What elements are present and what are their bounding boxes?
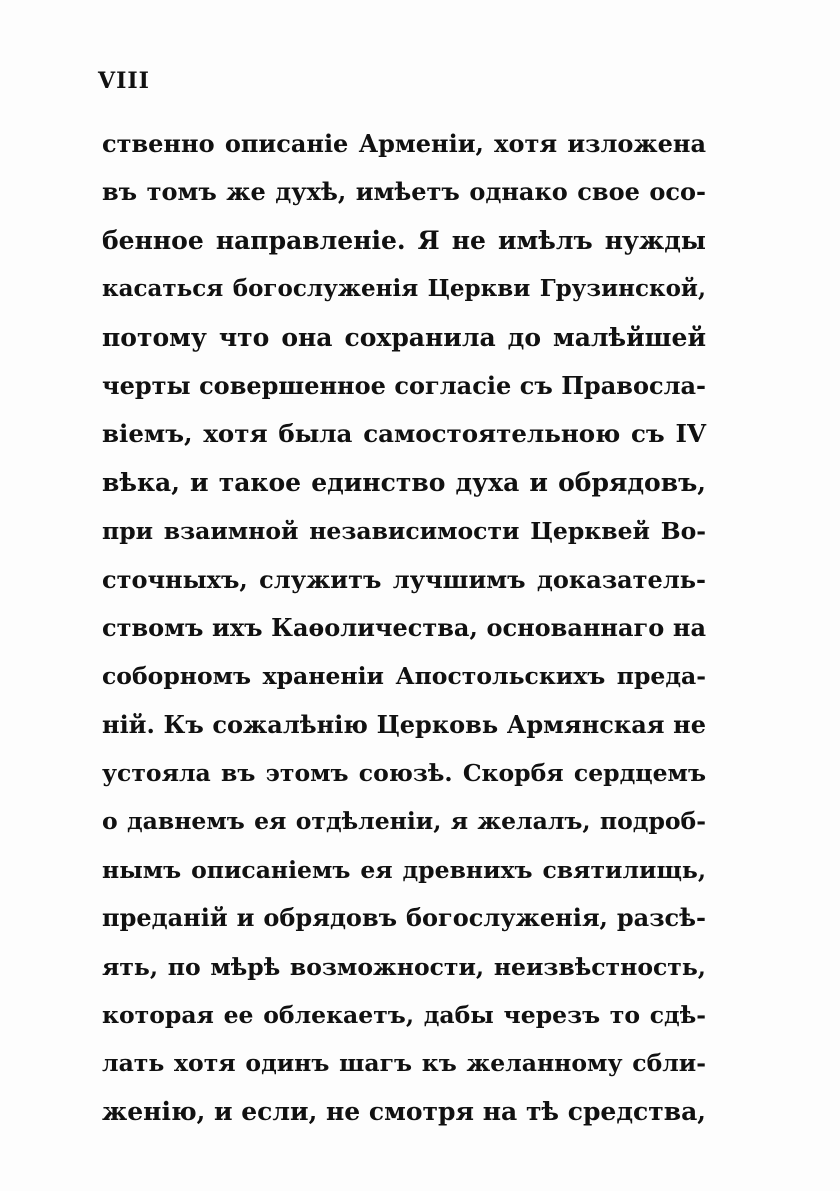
text-line: ствомъ ихъ Каѳоличества, основаннаго на: [102, 612, 706, 642]
text-line: вѣка, и такое единство духа и обрядовъ,: [102, 467, 706, 497]
text-line: касаться богослуженія Церкви Грузинской,: [102, 275, 706, 303]
text-line: сточныхъ, служитъ лучшимъ доказатель-: [102, 564, 706, 594]
text-line: которая ее облекаетъ, дабы черезъ то сдѣ-: [102, 1001, 706, 1030]
text-line: ять, по мѣрѣ возможности, неизвѣстность,: [102, 952, 706, 981]
text-line: преданій и обрядовъ богослуженія, разсѣ-: [102, 903, 706, 933]
text-line: въ томъ же духѣ, имѣетъ однако свое осо-: [102, 177, 706, 207]
text-line: лать хотя одинъ шагъ къ желанному сбли-: [102, 1049, 706, 1078]
text-line: о давнемъ ея отдѣленіи, я желалъ, подроб-: [102, 807, 706, 836]
text-line: потому что она сохранила до малѣйшей: [102, 322, 706, 352]
text-line: ній. Къ сожалѣнію Церковь Армянская не: [102, 709, 706, 739]
page-number: VIII: [98, 68, 150, 94]
text-line: віемъ, хотя была самостоятельною съ IV: [102, 419, 706, 449]
text-line: женію, и если, не смотря на тѣ средства,: [102, 1096, 706, 1126]
text-line: бенное направленіе. Я не имѣлъ нужды: [102, 225, 706, 255]
text-line: устояла въ этомъ союзѣ. Скорбя сердцемъ: [102, 759, 706, 788]
text-line: соборномъ храненіи Апостольскихъ преда-: [102, 662, 706, 691]
text-line: ственно описаніе Арменіи, хотя изложена: [102, 129, 706, 158]
text-line: черты совершенное согласіе съ Правосла-: [102, 370, 706, 400]
text-line: при взаимной независимости Церквей Во-: [102, 517, 706, 546]
body-text: [102, 120, 706, 1136]
text-line: нымъ описаніемъ ея древнихъ святилищь,: [102, 855, 706, 884]
